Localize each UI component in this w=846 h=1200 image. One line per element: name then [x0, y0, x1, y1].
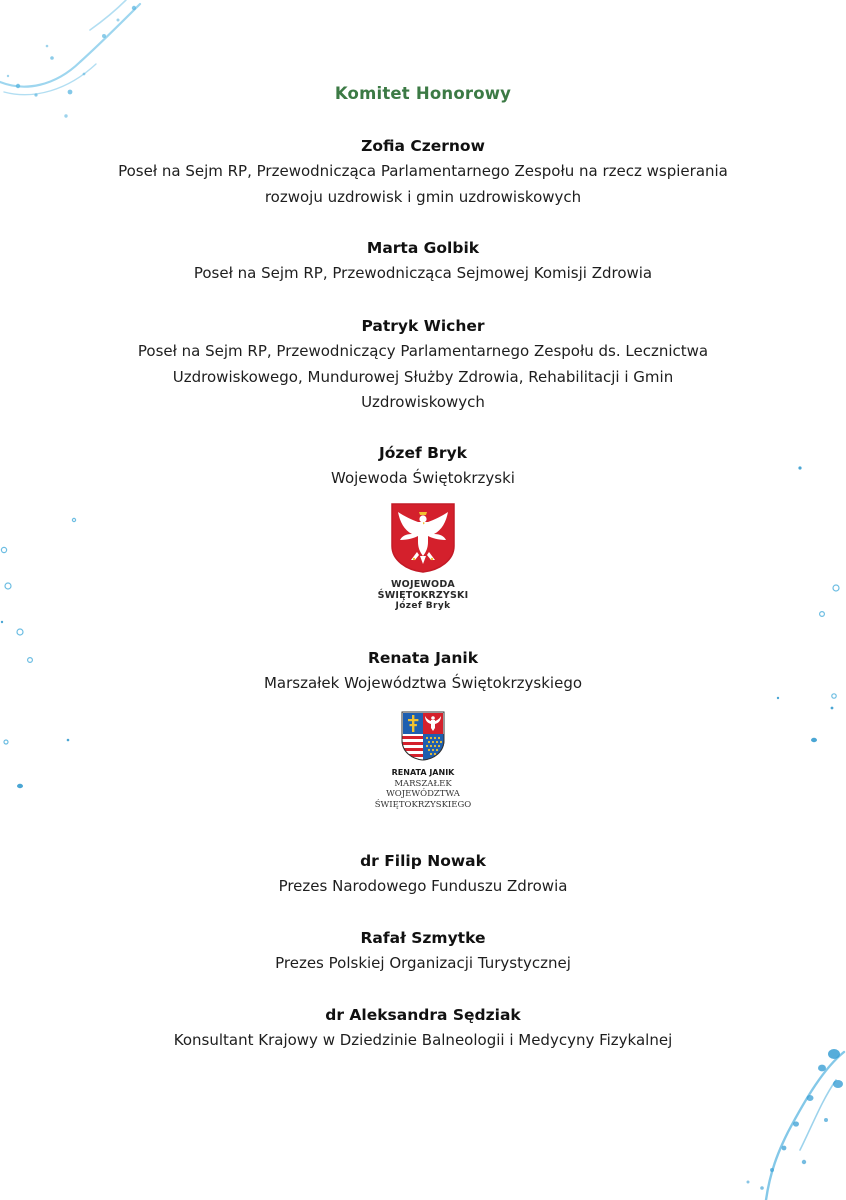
swietokrzyskie-coat-of-arms-icon	[400, 710, 446, 762]
member-name: Józef Bryk	[379, 444, 467, 462]
member-role-line: Poseł na Sejm RP, Przewodnicząca Sejmowej Komisji Zdrowia	[193, 264, 653, 282]
member-role-line: Prezes Polskiej Organizacji Turystycznej	[275, 954, 571, 972]
emblem-caption-line: Józef Bryk	[395, 601, 451, 611]
member-role-line: Marszałek Województwa Świętokrzyskiego	[263, 674, 583, 692]
member-name: Zofia Czernow	[361, 137, 485, 155]
committee-member	[60, 313, 786, 416]
committee-member	[60, 925, 786, 977]
emblem-caption-line: MARSZAŁEK	[394, 778, 452, 789]
member-name: Rafał Szmytke	[360, 929, 486, 947]
committee-member	[60, 848, 786, 900]
marszalek-emblem	[0, 710, 846, 810]
member-role-line: Uzdrowiskowych	[361, 393, 485, 411]
water-splash-top-left	[0, 0, 170, 125]
member-role-line: Prezes Narodowego Funduszu Zdrowia	[278, 877, 568, 895]
emblem-caption-line: RENATA JANIK	[391, 768, 455, 777]
emblem-caption-line: ŚWIĘTOKRZYSKIEGO	[374, 799, 472, 810]
committee-member	[60, 133, 786, 210]
emblem-caption-line: WOJEWODA	[391, 579, 455, 590]
committee-member	[60, 645, 786, 697]
member-name: dr Filip Nowak	[360, 852, 486, 870]
emblem-caption-line: WOJEWÓDZTWA	[386, 789, 460, 799]
section-heading: Komitet Honorowy	[334, 84, 512, 103]
member-role-line: Poseł na Sejm RP, Przewodnicząca Parlamentarnego Zespołu na rzecz wspierania	[118, 162, 728, 180]
committee-member	[60, 1002, 786, 1054]
wojewoda-emblem-caption	[0, 580, 846, 612]
member-name: Renata Janik	[367, 649, 479, 667]
member-role-line: Konsultant Krajowy w Dziedzinie Balneologii i Medycyny Fizykalnej	[173, 1031, 673, 1049]
member-role-line: rozwoju uzdrowisk i gmin uzdrowiskowych	[264, 187, 582, 206]
wojewoda-emblem	[0, 502, 846, 612]
committee-member	[60, 235, 786, 287]
member-name: Marta Golbik	[366, 239, 480, 257]
polish-eagle-shield-icon	[390, 502, 456, 574]
emblem-caption-line: ŚWIĘTOKRZYSKI	[377, 589, 469, 601]
member-role-line: Wojewoda Świętokrzyski	[331, 469, 515, 487]
committee-member	[60, 440, 786, 492]
member-name: Patryk Wicher	[361, 317, 485, 335]
water-splash-bottom-right	[726, 1040, 846, 1200]
marszalek-emblem-caption	[0, 768, 846, 810]
member-role-line: Poseł na Sejm RP, Przewodniczący Parlamentarnego Zespołu ds. Lecznictwa	[137, 342, 709, 360]
member-role-line: Uzdrowiskowego, Mundurowej Służby Zdrowia, Rehabilitacji i Gmin	[172, 367, 674, 386]
member-name: dr Aleksandra Sędziak	[325, 1006, 521, 1024]
